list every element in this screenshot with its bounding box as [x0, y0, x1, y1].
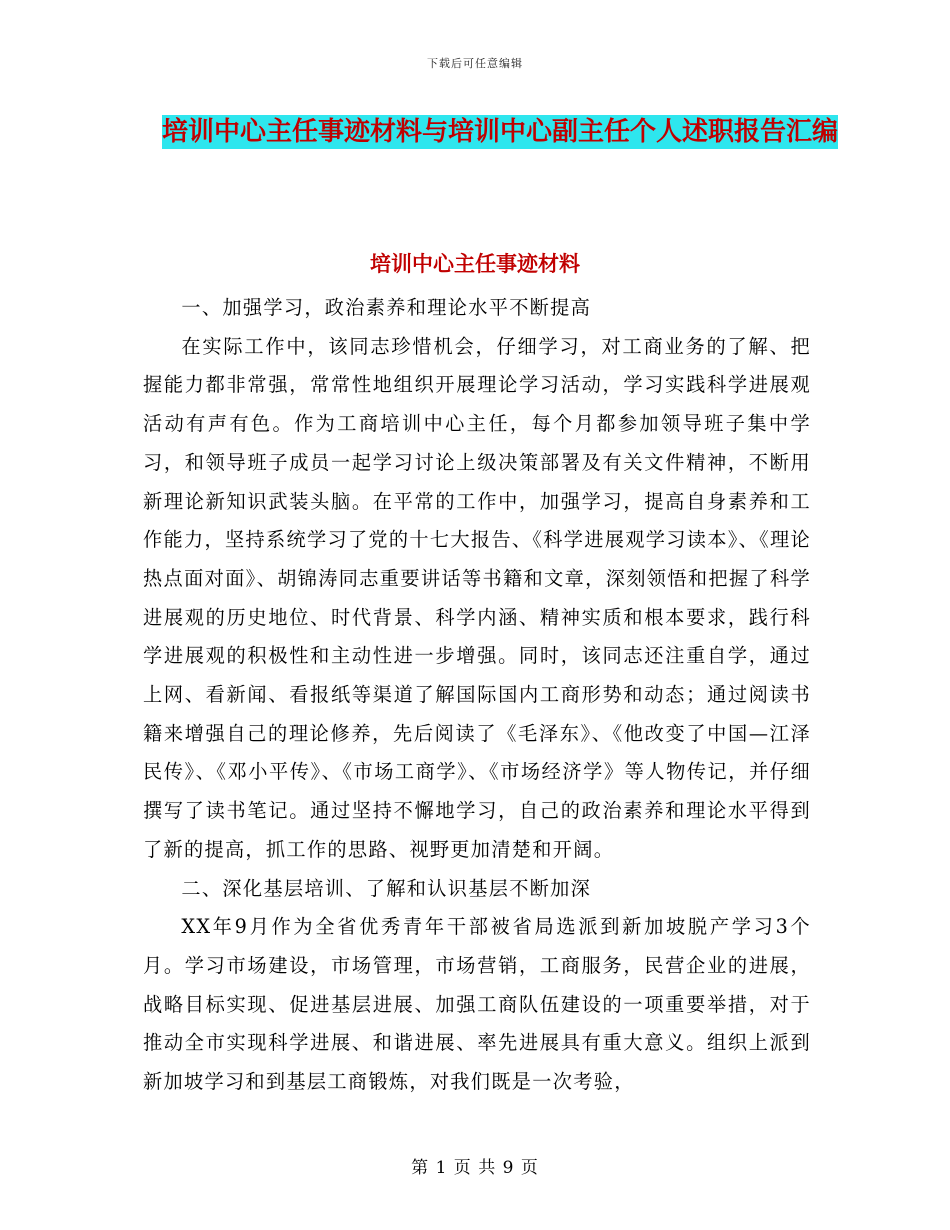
page-header-note: 下载后可任意编辑: [427, 57, 523, 70]
heading-paragraph-1: 一、加强学习，政治素养和理论水平不断提高: [181, 296, 592, 319]
body-text: [143, 289, 811, 1102]
page-number-footer: 第 1 页 共 9 页: [411, 1158, 539, 1178]
body-paragraph-1: 在实际工作中，该同志珍惜机会，仔细学习，对工商业务的了解、把握能力都非常强，常常性地组织开展理论学习活动，学习实践科学进展观活动有声有色。作为工商培训中心主任，每个月都参加领导班子集中学习，和领导班子成员一起学习讨论上级决策部署及有关文件精神，不断用新理论新知识武装头脑。在平常的工作中，加强学习，提高自身素养和工作能力，坚持系统学习了党的十七大报告、《科学进展观学习读本》、《理论热点面对面》、胡锦涛同志重要讲话等书籍和文章，深刻领悟和把握了科学进展观的历史地位、时代背景、科学内涵、精神实质和根本要求，践行科学进展观的积极性和主动性进一步增强。同时，该同志还注重自学，通过上网、看新闻、看报纸等渠道了解国际国内工商形势和动态；通过阅读书籍来增强自己的理论修养，先后阅读了《毛泽东》、《他改变了中国—江泽民传》、《邓小平传》、《市场工商学》、《市场经济学》等人物传记，并仔细撰写了读书笔记。通过坚持不懈地学习，自己的政治素养和理论水平得到了新的提高，抓工作的思路、视野更加清楚和开阔。: [143, 334, 811, 861]
heading-paragraph-2: 二、深化基层培训、了解和认识基层不断加深: [181, 876, 592, 900]
section-title: 培训中心主任事迹材料: [370, 251, 580, 276]
document-title-text: 培训中心主任事迹材料与培训中心副主任个人述职报告汇编: [161, 117, 838, 147]
document-title: [150, 110, 850, 154]
body-paragraph-2: XX年9月作为全省优秀青年干部被省局选派到新加坡脱产学习3个月。学习市场建设，市场管理，市场营销，工商服务，民营企业的进展，战略目标实现、促进基层进展、加强工商队伍建设的一项重要举措，对于推动全市实现科学进展、和谐进展、率先进展具有重大意义。组织上派到新加坡学习和到基层工商锻炼，对我们既是一次考验，: [143, 915, 811, 1094]
